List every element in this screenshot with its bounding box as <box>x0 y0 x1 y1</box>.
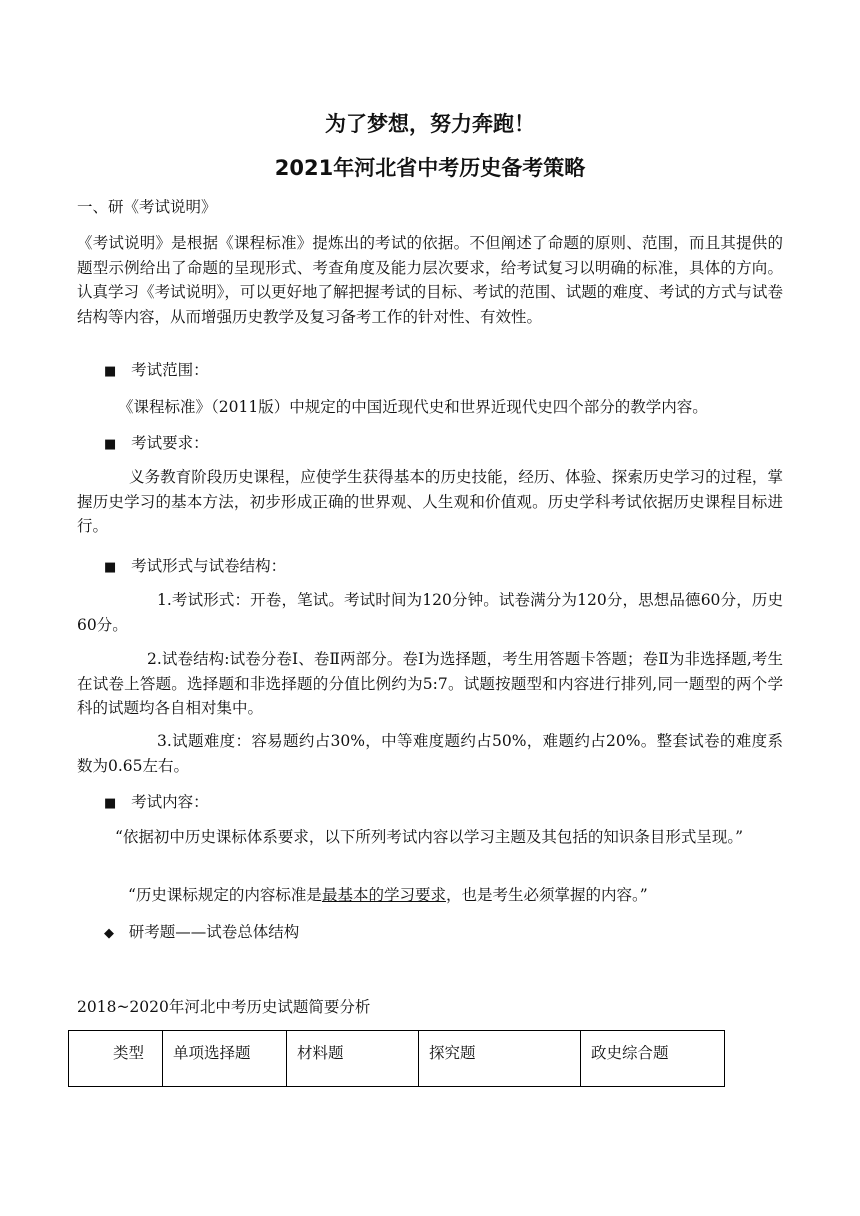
square-bullet-icon: ■ <box>104 796 117 811</box>
header-cell-inquiry: 探究题 <box>419 1031 581 1087</box>
quote-2-prefix: “历史课标规定的内容标准是 <box>128 886 322 904</box>
table-caption: 2018~2020年河北中考历史试题简要分析 <box>77 998 371 1016</box>
square-bullet-icon: ■ <box>104 364 117 379</box>
format-item-3: 3.试题难度：容易题约占30%，中等难度题约占50%，难题约占20%。整套试卷的难度系数为0.65左右。 <box>77 732 783 775</box>
format-item-1: 1.考试形式：开卷，笔试。考试时间为120分钟。试卷满分为120分，思想品德60分，历史60分。 <box>77 591 783 634</box>
page-subtitle: 2021年河北省中考历史备考策略 <box>274 156 586 180</box>
format-item-2: 2.试卷结构:试卷分卷Ⅰ、卷Ⅱ两部分。卷Ⅰ为选择题，考生用答题卡答题；卷Ⅱ为非选择题,考生在试卷上答题。选择题和非选择题的分值比例约为5:7。试题按题型和内容进行排列,同一题型的两个学科的试题均各自相对集中。 <box>77 650 783 717</box>
content-quote-1: “依据初中历史课标体系要求，以下所列考试内容以学习主题及其包括的知识条目形式呈现。” <box>115 828 744 846</box>
intro-paragraph: 《考试说明》是根据《课程标准》提炼出的考试的依据。不但阐述了命题的原则、范围，而且其提供的题型示例给出了命题的呈现形式、考查角度及能力层次要求，给考试复习以明确的标准，具体的方向。认真学习《考试说明》，可以更好地了解把握考试的目标、考试的范围、试题的难度、考试的方式与试卷结构等内容，从而增强历史教学及复习备考工作的针对性、有效性。 <box>77 234 783 326</box>
format-label: 考试形式与试卷结构： <box>131 557 287 575</box>
header-cell-material: 材料题 <box>287 1031 419 1087</box>
quote-2-suffix: ，也是考生必须掌握的内容。” <box>445 886 648 904</box>
scope-label: 考试范围： <box>131 361 209 379</box>
requirements-label: 考试要求： <box>131 434 209 452</box>
quote-2-underlined: 最基本的学习要求 <box>321 886 446 904</box>
analysis-table <box>68 1030 725 1087</box>
bullet-content <box>104 790 209 816</box>
diamond-bullet-icon: ◆ <box>104 926 114 941</box>
page-title: 为了梦想，努力奔跑！ <box>325 112 535 136</box>
content-quote-2 <box>128 883 648 907</box>
bullet-requirements <box>104 431 209 457</box>
section-heading: 一、研《考试说明》 <box>77 198 217 216</box>
square-bullet-icon: ■ <box>104 437 117 452</box>
study-exam-label: 研考题——试卷总体结构 <box>128 923 300 941</box>
scope-text: 《课程标准》（2011版）中规定的中国近现代史和世界近现代史四个部分的教学内容。 <box>118 398 708 416</box>
header-cell-single-choice: 单项选择题 <box>163 1031 287 1087</box>
requirements-text: 义务教育阶段历史课程，应使学生获得基本的历史技能，经历、体验、探索历史学习的过程，掌握历史学习的基本方法，初步形成正确的世界观、人生观和价值观。历史学科考试依据历史课程目标进行。 <box>77 468 783 535</box>
header-cell-type: 类型 <box>69 1031 163 1087</box>
bullet-scope <box>104 358 209 384</box>
table-header-row <box>69 1031 725 1087</box>
content-label: 考试内容： <box>131 793 209 811</box>
bullet-format <box>104 554 286 580</box>
bullet-study-exam <box>104 920 299 946</box>
square-bullet-icon: ■ <box>104 560 117 575</box>
header-cell-comprehensive: 政史综合题 <box>581 1031 725 1087</box>
